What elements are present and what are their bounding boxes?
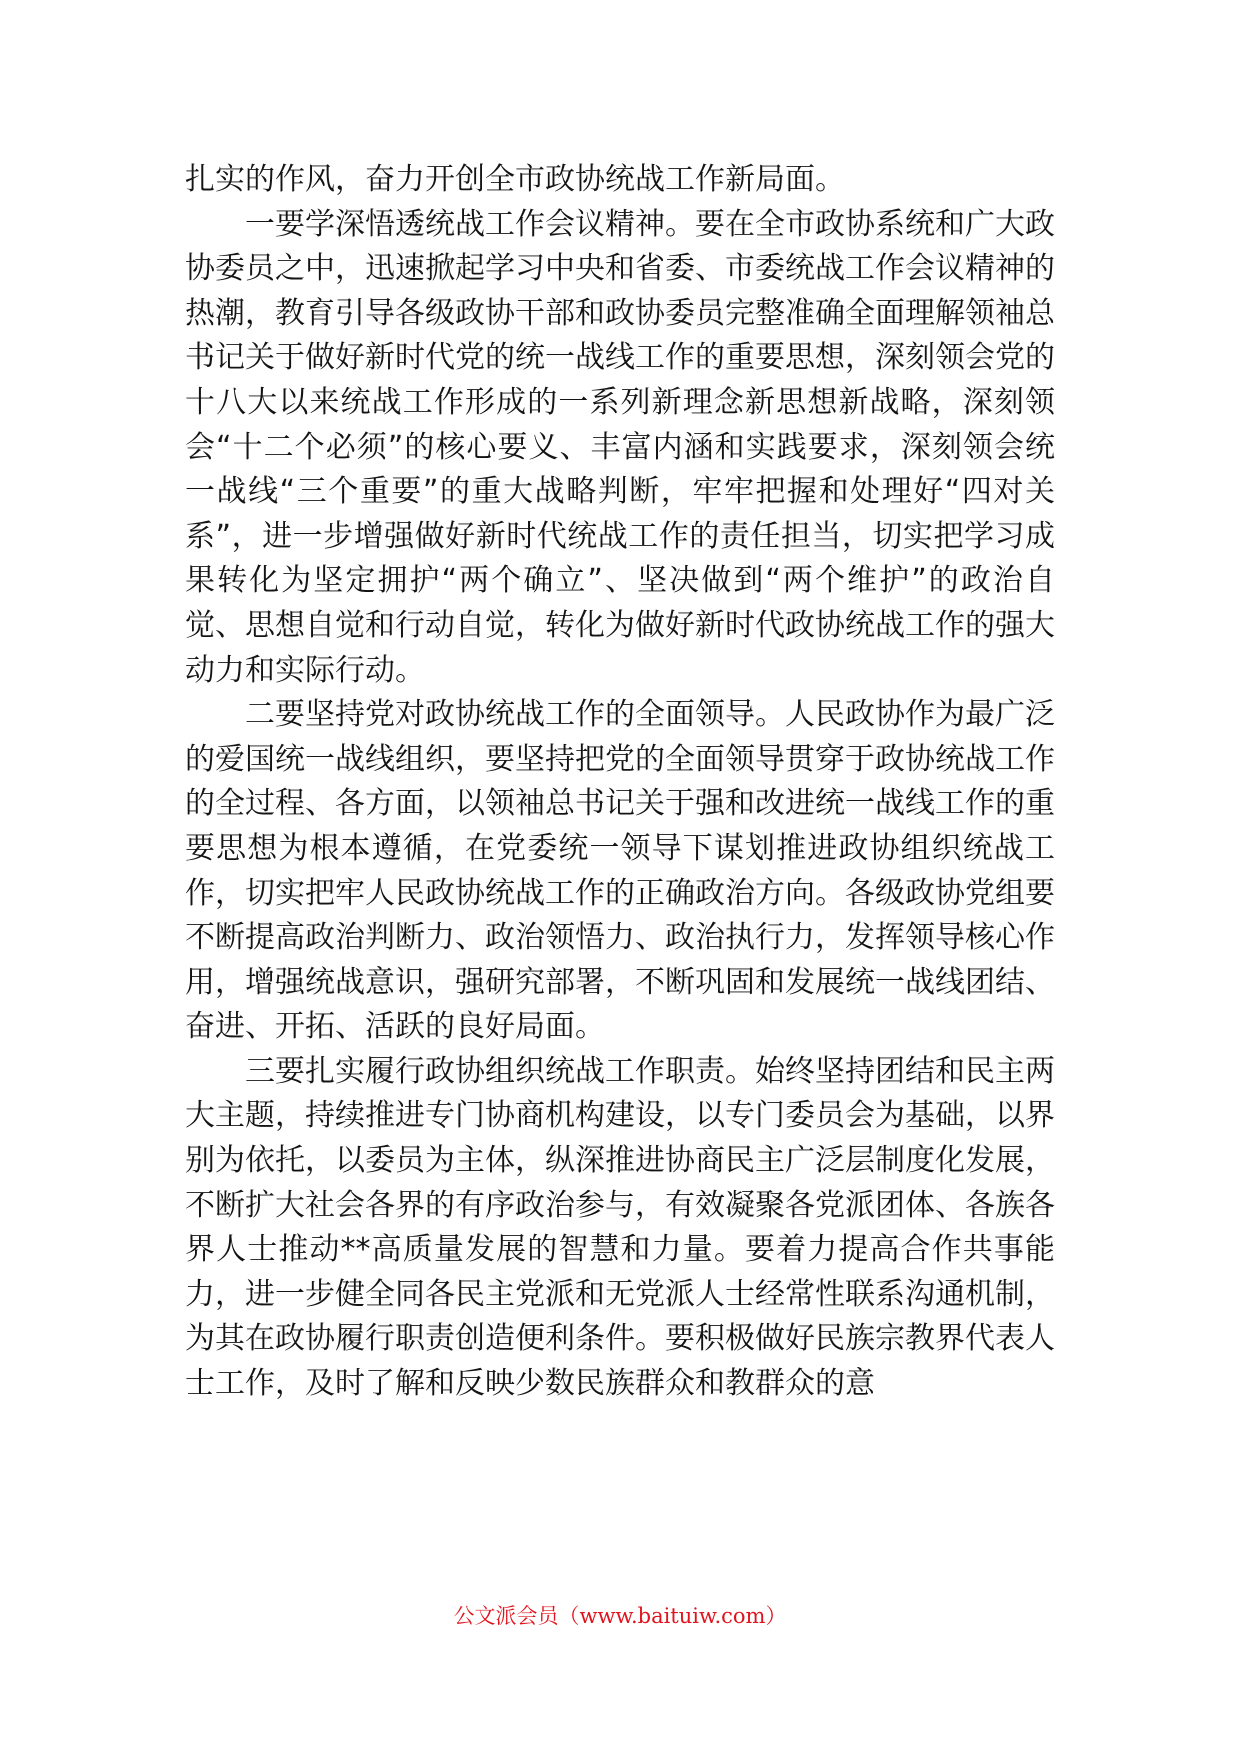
paragraph-continuation: 扎实的作风，奋力开创全市政协统战工作新局面。 <box>185 162 845 197</box>
paragraph-point-one: 一要学深悟透统战工作会议精神。要在全市政协系统和广大政协委员之中，迅速掀起学习中央和省委、市委统战工作会议精神的热潮，教育引导各级政协干部和政协委员完整准确全面理解领袖总书记关于做好新时代党的统一战线工作的重要思想，深刻领会党的十八大以来统战工作形成的一系列新理念新思想新战略，深刻领会“十二个必须”的核心要义、丰富内涵和实践要求，深刻领会统一战线“三个重要”的重大战略判断，牢牢把握和处理好“四对关系”，进一步增强做好新时代统战工作的责任担当，切实把学习成果转化为坚定拥护“两个确立”、坚决做到“两个维护”的政治自觉、思想自觉和行动自觉，转化为做好新时代政协统战工作的强大动力和实际行动。 <box>185 206 1055 688</box>
paragraph-point-two: 二要坚持党对政协统战工作的全面领导。人民政协作为最广泛的爱国统一战线组织，要坚持把党的全面领导贯穿于政协统战工作的全过程、各方面，以领袖总书记关于强和改进统一战线工作的重要思想为根本遵循，在党委统一领导下谋划推进政协组织统战工作，切实把牢人民政协统战工作的正确政治方向。各级政协党组要不断提高政治判断力、政治领悟力、政治执行力，发挥领导核心作用，增强统战意识，强研究部署，不断巩固和发展统一战线团结、奋进、开拓、活跃的良好局面。 <box>185 697 1055 1045</box>
footer-watermark: 公文派会员（www.baituiw.com） <box>453 1604 787 1628</box>
paragraph-point-three: 三要扎实履行政协组织统战工作职责。始终坚持团结和民主两大主题，持续推进专门协商机构建设，以专门委员会为基础，以界别为依托，以委员为主体，纵深推进协商民主广泛层制度化发展，不断扩大社会各界的有序政治参与，有效凝聚各党派团体、各族各界人士推动**高质量发展的智慧和力量。要着力提高合作共事能力，进一步健全同各民主党派和无党派人士经常性联系沟通机制，为其在政协履行职责创造便利条件。要积极做好民族宗教界代表人士工作，及时了解和反映少数民族群众和教群众的意 <box>185 1053 1055 1402</box>
document-body <box>185 158 1055 1407</box>
